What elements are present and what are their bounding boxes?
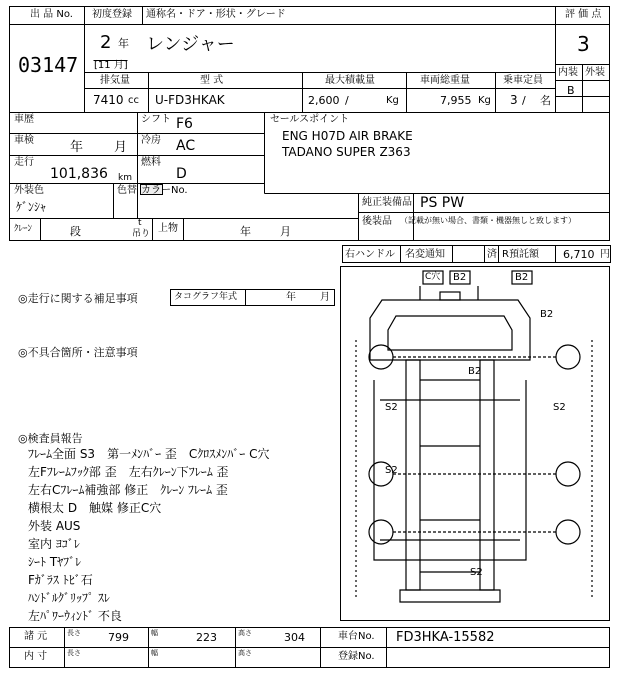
ext-color-label: 外装色 [14,185,44,196]
shift-value: F6 [176,116,193,132]
inspection-year: 年 [70,140,84,155]
registration-month: [11 月] [94,60,128,71]
check-mark: 済 [487,249,497,260]
report-line: ｼｰﾄ Tﾔﾌﾞﾚ [28,555,82,569]
inner-length-label: 長さ [67,649,81,657]
damage-mark: S2 [553,402,566,413]
interior-label: 内装 [558,67,578,78]
max-load-value: 2,600 [308,94,340,107]
defect-notes-label: ◎不具合箇所・注意事項 [18,346,138,359]
joya-month: 月 [280,225,291,238]
chassis-number: FD3HKA-15582 [396,630,495,645]
width-value: 223 [196,631,217,644]
cc-unit: cc [128,95,139,106]
sales-point-line2: TADANO SUPER Z363 [282,145,411,159]
inner-dims-label: 内 寸 [24,651,48,662]
ext-color-value: ｹﾞﾝｼｬ [16,200,47,214]
report-line: 左右Cﾌﾚｰﾑ補強部 修正 ｸﾚｰﾝ ﾌﾚｰﾑ 歪 [28,483,228,497]
damage-mark: B2 [468,366,482,377]
right-hand-drive: 右ハンドル [345,249,395,260]
km-unit: km [118,173,132,183]
max-load-label: 最大積載量 [325,75,375,86]
width-label: 幅 [151,629,158,637]
after-equip-label: 後装品 [362,216,392,227]
report-line: 左Fﾌﾚｰﾑﾌｯｸ部 歪 左右ｸﾚｰﾝ下ﾌﾚｰﾑ 歪 [28,465,229,479]
color-change-label: 色替 [117,185,137,196]
damage-mark: B2 [540,309,554,320]
driving-notes-label: ◎走行に関する補足事項 [18,292,138,305]
max-load-slash: / [345,94,349,107]
report-line: 横根太 D 触媒 修正C穴 [28,501,162,515]
recycle-amount: 6,710 [563,248,595,261]
capacity-unit: 名 [540,94,551,107]
damage-mark: B2 [515,272,529,283]
damage-mark: S2 [470,567,483,578]
name-change-label: 名変通知 [405,249,445,260]
joya-year: 年 [240,225,251,238]
ac-value: AC [176,138,196,154]
color-no-label: カラーNo. [141,185,188,196]
gvw-value: 7,955 [440,94,472,107]
displacement-label: 排気量 [100,75,130,86]
crane-label: ｸﾚｰﾝ [14,224,33,234]
tacho-month: 月 [320,292,330,303]
model-code: U-FD3HKAK [155,93,225,107]
height-label: 高さ [238,629,252,637]
max-load-unit: Kg [386,95,399,106]
yen-unit: 円 [600,249,610,260]
mileage-value: 101,836 [50,166,108,182]
inner-height-label: 高さ [238,649,252,657]
name-label: 通称名・ドア・形状・グレード [146,9,286,20]
report-line: 左ﾊﾟﾜｰｳｨﾝﾄﾞ 不良 [28,609,122,623]
after-equip-note: （記載が無い場合、書類・機器無しと致します） [400,216,576,225]
genuine-equip-label: 純正装備品 [362,197,412,208]
capacity-slash: / [522,94,526,107]
sales-point-label: セールスポイント [270,114,350,125]
interior-grade: B [567,84,575,97]
tacho-label: タコグラフ年式 [174,292,238,302]
chassis-label: 車台No. [338,631,375,642]
damage-mark: B2 [453,272,467,283]
capacity-label: 乗車定員 [503,75,543,86]
damage-mark: S2 [385,402,398,413]
gvw-label: 車両総重量 [420,75,470,86]
lot-label: 出 品 No. [30,9,73,20]
report-line: 外装 AUS [28,519,81,533]
crane-lift: 吊り [132,229,151,239]
length-label: 長さ [67,629,81,637]
inner-width-label: 幅 [151,649,158,657]
inspection-label: 車検 [14,135,34,146]
model-name: レンジャー [146,34,235,55]
displacement-value: 7410 [93,93,124,107]
crane-ton: t [138,218,142,228]
exterior-label: 外装 [585,67,605,78]
score-value: 3 [577,32,590,56]
genuine-equip-value: PS PW [420,195,465,211]
sales-point-line1: ENG H07D AIR BRAKE [282,129,413,143]
fuel-value: D [176,166,187,182]
crane-stage: 段 [70,225,81,238]
year-unit: 年 [118,37,129,50]
gvw-unit: Kg [478,95,491,106]
type-label: 型 式 [200,75,224,86]
registration-label: 初度登録 [92,9,132,20]
score-label: 評 価 点 [565,9,602,20]
report-line: ﾌﾚｰﾑ全面 S3 第一ﾒﾝﾊﾞｰ 歪 Cｸﾛｽﾒﾝﾊﾞｰ C穴 [28,447,270,461]
fuel-label: 燃料 [141,157,161,168]
shift-label: シフト [141,114,171,125]
report-line: Fｶﾞﾗｽ ﾄﾋﾞ石 [28,573,93,587]
damage-mark: S2 [385,465,398,476]
recycle-label: R預託額 [502,249,539,260]
capacity-value: 3 [510,93,518,107]
report-line: 室内 ﾖｺﾞﾚ [28,537,80,551]
history-label: 車歴 [14,114,34,125]
ac-label: 冷房 [141,135,161,146]
height-value: 304 [284,631,305,644]
joya-label: 上物 [158,223,178,234]
report-line: ﾊﾝﾄﾞﾙｸﾞﾘｯﾌﾟ ｽﾚ [28,591,110,605]
specs-label: 諸 元 [24,631,48,642]
inspector-report-label: ◎検査員報告 [18,432,83,445]
lot-number: 03147 [18,53,79,77]
length-value: 799 [108,631,129,644]
registration-era: 2 [100,32,112,53]
tacho-year: 年 [286,292,296,303]
registration-no-label: 登録No. [338,651,375,662]
inspection-month: 月 [114,140,128,155]
damage-mark: C穴 [425,272,441,282]
mileage-label: 走行 [14,157,34,168]
